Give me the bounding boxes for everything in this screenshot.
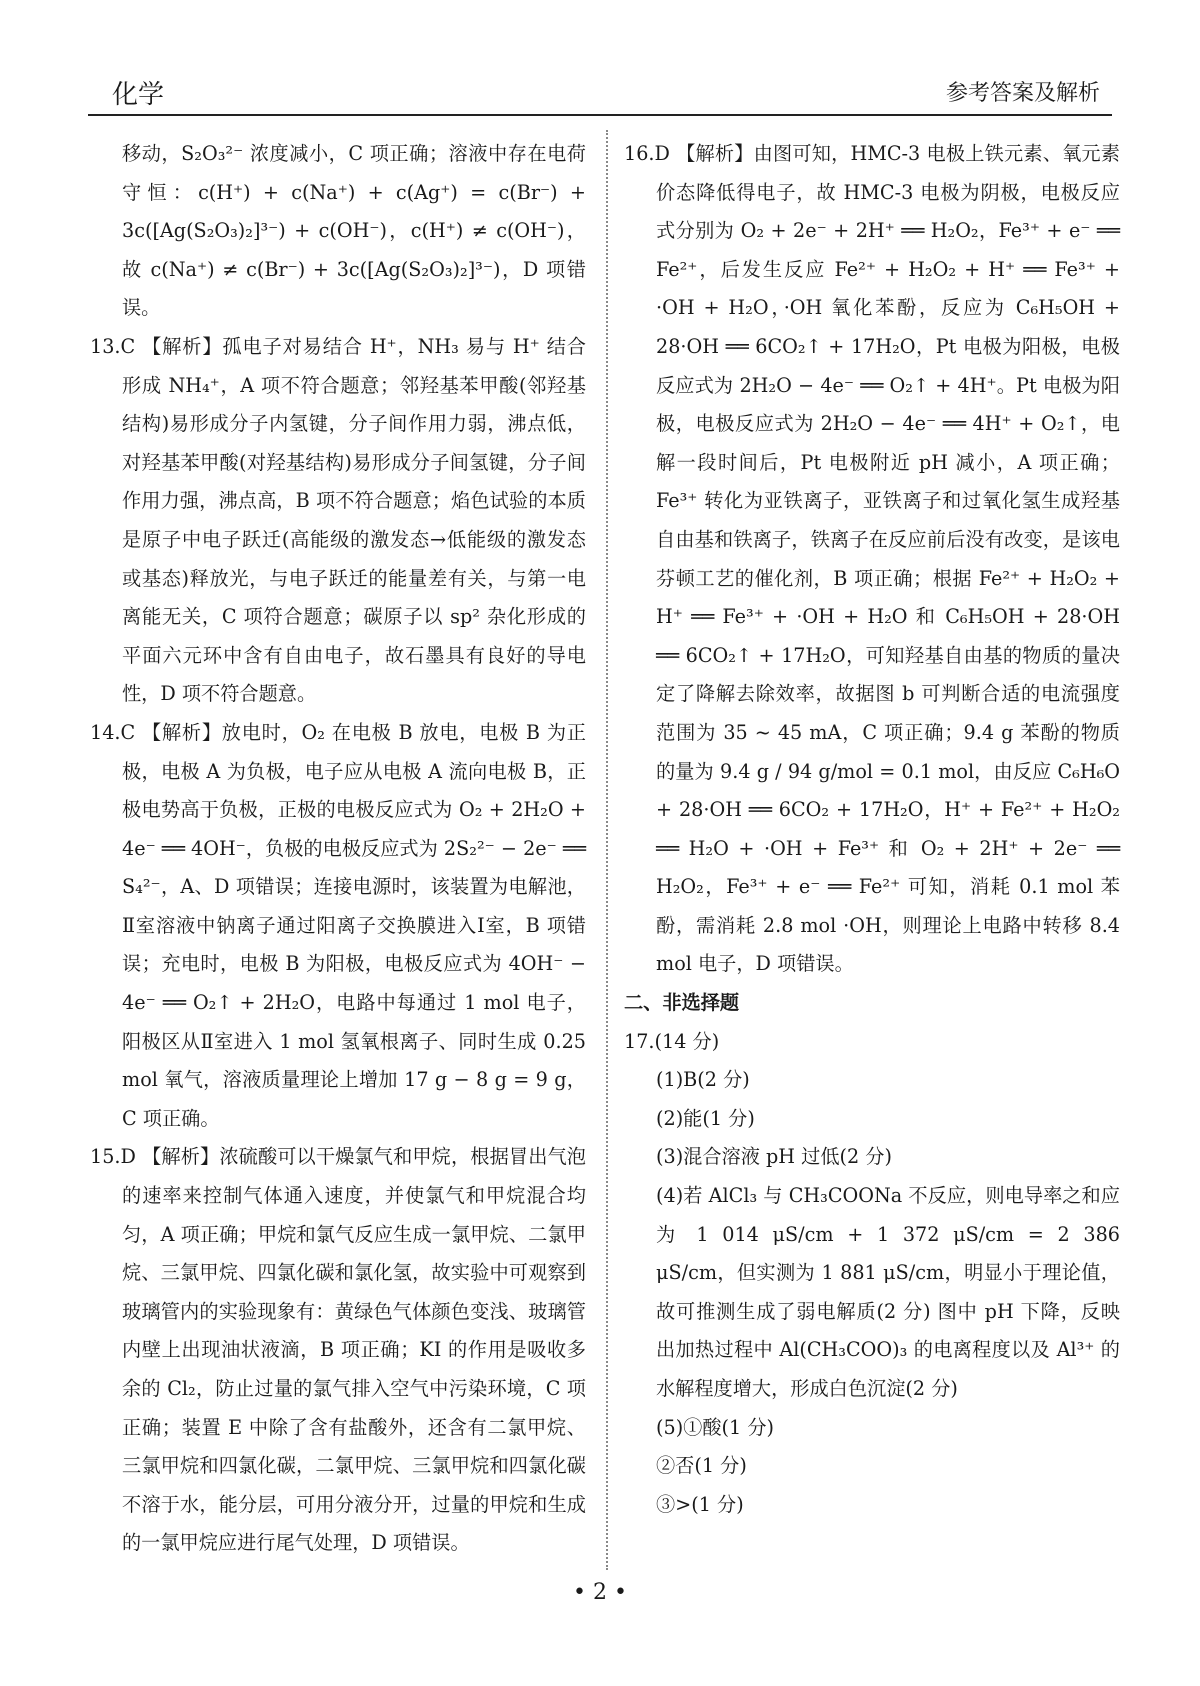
answer-17-5-1: (5)①酸(1 分) (656, 1415, 775, 1439)
column-divider (606, 130, 608, 1570)
answer-16: 16.D 【解析】由图可知，HMC-3 电极上铁元素、氧元素价态降低得电子，故 HMC-3 电极为阴极，电极反应式分别为 O₂ + 2e⁻ + 2H⁺ ══ H₂O₂，Fe³⁺ + e⁻ ══ Fe²⁺，后发生反应 Fe²⁺ + H₂O₂ + H⁺ ══ Fe³⁺ + ·OH + H₂O，·OH 氧化苯酚，反应为 C₆H₅OH + 28·OH ══ 6CO₂↑ + 17H₂O，Pt 电极为阳极，电极反应式为 2H₂O − 4e⁻ ══ O₂↑ + 4H⁺。Pt 电极为阳极，电极反应式为 2H₂O − 4e⁻ ══ 4H⁺ + O₂↑，电解一段时间后，Pt 电极附近 pH 减小，A 项正确；Fe³⁺ 转化为亚铁离子，亚铁离子和过氧化氢生成羟基自由基和铁离子，铁离子在反应前后没有改变，是该电芬顿工艺的催化剂，B 项正确；根据 Fe²⁺ + H₂O₂ + H⁺ ══ Fe³⁺ + ·OH + H₂O 和 C₆H₅OH + 28·OH ══ 6CO₂↑ + 17H₂O，可知羟基自由基的物质的量决定了降解去除效率，故据图 b 可判断合适的电流强度范围为 35 ~ 45 mA，C 项正确；9.4 g 苯酚的物质的量为 9.4 g / 94 g/mol = 0.1 mol，由反应 C₆H₆O + 28·OH ══ 6CO₂ + 17H₂O，H⁺ + Fe²⁺ + H₂O₂ ══ H₂O + ·OH + Fe³⁺ 和 O₂ + 2H⁺ + 2e⁻ ══ H₂O₂，Fe³⁺ + e⁻ ══ Fe²⁺ 可知，消耗 0.1 mol 苯酚，需消耗 2.8 mol ·OH，则理论上电路中转移 8.4 mol 电子，D 项错误。 (624, 142, 1120, 976)
subject-title: 化学 (112, 80, 165, 110)
answer-12-continued: 移动，S₂O₃²⁻ 浓度减小，C 项正确；溶液中存在电荷守恒：c(H⁺) + c(Na⁺) + c(Ag⁺) = c(Br⁻) + 3c([Ag(S₂O₃)₂]³⁻) + c(OH⁻)，c(H⁺) ≠ c(OH⁻)，故 c(Na⁺) ≠ c(Br⁻) + 3c([Ag(S₂O₃)₂]³⁻)，D 项错误。 (122, 142, 586, 320)
answer-17-5-3: ③>(1 分) (656, 1492, 744, 1516)
answer-15: 15.D 【解析】浓硫酸可以干燥氯气和甲烷，根据冒出气泡的速率来控制气体通入速度，并使氯气和甲烷混合均匀，A 项正确；甲烷和氯气反应生成一氯甲烷、二氯甲烷、三氯甲烷、四氯化碳和氯化氢，故实验中可观察到玻璃管内的实验现象有：黄绿色气体颜色变浅、玻璃管内壁上出现油状液滴，B 项正确；KI 的作用是吸收多余的 Cl₂，防止过量的氯气排入空气中污染环境，C 项正确；装置 E 中除了含有盐酸外，还含有二氯甲烷、三氯甲烷和四氯化碳，二氯甲烷、三氯甲烷和四氯化碳不溶于水，能分层，可用分液分开，过量的甲烷和生成的一氯甲烷应进行尾气处理，D 项错误。 (90, 1145, 586, 1555)
page-header (88, 70, 1112, 116)
answer-17-1: (1)B(2 分) (656, 1068, 750, 1092)
answer-13: 13.C 【解析】孤电子对易结合 H⁺，NH₃ 易与 H⁺ 结合形成 NH₄⁺，A 项不符合题意；邻羟基苯甲酸(邻羟基结构)易形成分子内氢键，分子间作用力弱，沸点低，对羟基苯甲酸(对羟基结构)易形成分子间氢键，分子间作用力强，沸点高，B 项不符合题意；焰色试验的本质是原子中电子跃迁(高能级的激发态→低能级的激发态或基态)释放光，与电子跃迁的能量差有关，与第一电离能无关，C 项符合题意；碳原子以 sp² 杂化形成的平面六元环中含有自由电子，故石墨具有良好的导电性，D 项不符合题意。 (90, 334, 586, 706)
answer-17-3: (3)混合溶液 pH 过低(2 分) (656, 1145, 892, 1169)
section-heading-non-choice: 二、非选择题 (624, 991, 740, 1015)
answer-17-title: 17.(14 分) (624, 1029, 720, 1053)
page-number: • 2 • (573, 1580, 627, 1605)
answer-17-4: (4)若 AlCl₃ 与 CH₃COONa 不反应，则电导率之和应为 1 014 μS/cm + 1 372 μS/cm = 2 386 μS/cm，但实测为 1 881 μS/cm，明显小于理论值，故可推测生成了弱电解质(2 分) 图中 pH 下降，反映出加热过程中 Al(CH₃COO)₃ 的电离程度以及 Al³⁺ 的水解程度增大，形成白色沉淀(2 分) (656, 1184, 1120, 1400)
answer-14: 14.C 【解析】放电时，O₂ 在电极 B 放电，电极 B 为正极，电极 A 为负极，电子应从电极 A 流向电极 B，正极电势高于负极，正极的电极反应式为 O₂ + 2H₂O + 4e⁻ ══ 4OH⁻，负极的电极反应式为 2S₂²⁻ − 2e⁻ ══ S₄²⁻，A、D 项错误；连接电源时，该装置为电解池，Ⅱ室溶液中钠离子通过阳离子交换膜进入Ⅰ室，B 项错误；充电时，电极 B 为阳极，电极反应式为 4OH⁻ − 4e⁻ ══ O₂↑ + 2H₂O，电路中每通过 1 mol 电子，阳极区从Ⅱ室进入 1 mol 氢氧根离子、同时生成 0.25 mol 氧气，溶液质量理论上增加 17 g − 8 g = 9 g，C 项正确。 (90, 720, 586, 1130)
left-column (90, 135, 586, 1563)
header-right-title: 参考答案及解析 (945, 81, 1100, 106)
answer-17-5-2: ②否(1 分) (656, 1454, 747, 1478)
right-column (624, 135, 1120, 1524)
answer-17-2: (2)能(1 分) (656, 1106, 755, 1130)
